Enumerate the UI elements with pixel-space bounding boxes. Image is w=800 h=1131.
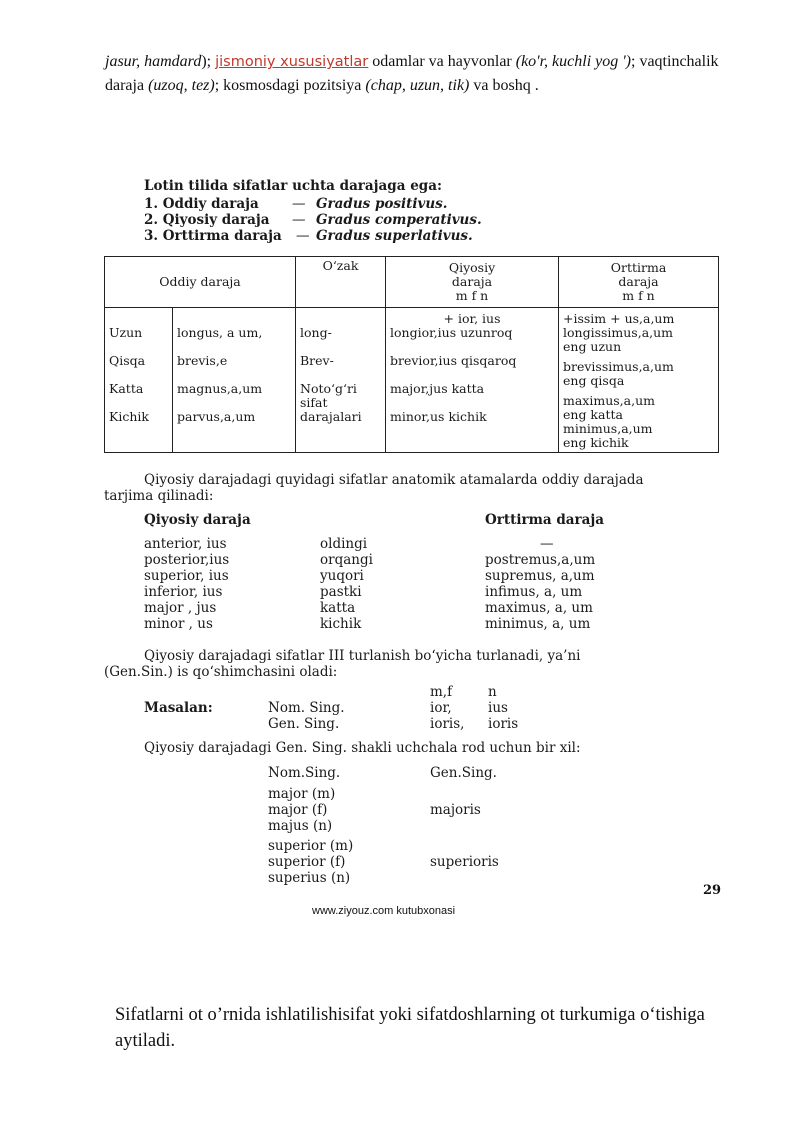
list-heading-comparative: Qiyosiy daraja [144,512,251,528]
superlative-column: +issim + us,a,um longissimus,a,um eng uzun brevissimus,a,um eng qisqa maximus,a,um eng katta minimus,a,um eng kichik [559,308,719,453]
list-item: maximus, a, um [485,600,593,616]
source-footer: www.ziyouz.com kutubxonasi [312,905,456,917]
list-item: major (m) [268,786,336,802]
list-item: majus (n) [268,818,333,834]
list-item: superius (n) [268,870,351,886]
comparative-column: + ior, ius longior,ius uzunroq brevior,ius qisqaroq major,jus katta minor,us kichik [386,308,559,453]
scanned-textbook-page [100,178,725,923]
example-n-label: n [488,684,497,700]
stem-column: long- Brev- Noto‘g‘ri sifat darajalari [296,308,386,453]
paragraph-1-line-1: Qiyosiy darajadagi quyidagi sifatlar anatomik atamalarda oddiy darajada [144,472,644,488]
list-item: posterior,ius [144,552,230,568]
list-item: postremus,a,um [485,552,596,568]
degree-3-dash: — [296,228,310,244]
paragraph-1-line-2: tarjima qilinadi: [104,488,214,504]
intro-examples-1: jasur, hamdard [105,53,202,70]
degree-1-dash: — [292,196,306,212]
page-number: 29 [703,883,722,898]
example-label: Masalan: [144,700,213,716]
paragraph-3: Qiyosiy darajadagi Gen. Sing. shakli uchchala rod uchun bir xil: [144,740,581,756]
group-major [268,786,335,834]
list-item: anterior, ius [144,536,227,552]
degree-1-label: 1. Oddiy daraja [144,196,259,212]
degree-3-latin: Gradus superlativus. [316,228,473,244]
example-ius: ius [488,700,508,716]
list-item: orqangi [320,552,373,568]
degree-3-label: 3. Orttirma daraja [144,228,282,244]
closing-paragraph: Sifatlarni ot o’rnida ishlatilishisifat yoki sifatdoshlarning ot turkumiga o‘tishiga aytiladi. [115,1005,705,1051]
header-oddiy: Oddiy daraja [105,257,296,308]
physical-properties-link[interactable]: jismoniy xususiyatlar [215,54,369,70]
list-uzbek-meaning [320,536,373,632]
header-qiyosiy: Qiyosiy daraja m f n [386,257,559,308]
intro-text-3: odamlar va hayvonlar [368,53,516,70]
degrees-table-header [105,257,719,308]
example-ioris: ioris, [430,716,465,732]
list-item: minimus, a, um [485,616,591,632]
list-item: supremus, a,um [485,568,595,584]
list-item: major , jus [144,600,217,616]
list-item: minor , us [144,616,213,632]
example-ioris-n: ioris [488,716,519,732]
example-mf-label: m,f [430,684,453,700]
degree-2-dash: — [292,212,306,228]
degrees-table [104,256,719,453]
list-item: oldingi [320,536,368,552]
group-superior-gen: superioris [430,854,499,870]
list-item: infimus, a, um [485,584,583,600]
list-item: yuqori [320,568,364,584]
example-ior: ior, [430,700,452,716]
intro-text-7: ; kosmosdagi pozitsiya [214,77,366,94]
header-ozak: O‘zak [296,257,386,308]
gen-sing-header: Gen.Sing. [430,765,497,781]
list-item: superior (m) [268,838,354,854]
list-item: katta [320,600,356,616]
degree-1-latin: Gradus positivus. [316,196,448,212]
intro-examples-4: (ko'r, kuchli yog ') [515,53,631,70]
intro-paragraph [105,50,745,98]
list-latin-comparative [144,536,229,632]
list-latin-superlative [485,536,595,632]
english-words-column: Uzun Qisqa Katta Kichik [105,308,173,453]
intro-examples-6: (uzoq, tez) [148,77,215,94]
degree-2-latin: Gradus comperativus. [316,212,482,228]
intro-text-9: va boshq . [469,77,539,94]
degrees-table-body [105,308,719,453]
paragraph-2-line-1: Qiyosiy darajadagi sifatlar III turlanish bo‘yicha turlanadi, ya’ni [144,648,581,664]
list-item: kichik [320,616,362,632]
degree-2-label: 2. Qiyosiy daraja [144,212,270,228]
list-item: major (f) [268,802,328,818]
degrees-heading: Lotin tilida sifatlar uchta darajaga ega: [144,178,442,194]
header-orttirma: Orttirma daraja m f n [559,257,719,308]
intro-text-2: ); [201,53,216,70]
list-heading-superlative: Orttirma daraja [485,512,604,528]
paragraph-2-line-2: (Gen.Sin.) is qo‘shimchasini oladi: [104,664,338,680]
nom-sing-header: Nom.Sing. [268,765,341,781]
list-item: pastki [320,584,362,600]
example-gen-sing: Gen. Sing. [268,716,340,732]
intro-text-5: ; vaqtinchalik daraja [105,53,719,94]
list-item: superior (f) [268,854,346,870]
positive-forms-column: longus, a um, brevis,e magnus,a,um parvus,a,um [173,308,296,453]
group-major-gen: majoris [430,802,481,818]
list-item: superior, ius [144,568,229,584]
list-item: — [540,536,554,552]
list-item: inferior, ius [144,584,223,600]
group-superior [268,838,353,886]
intro-examples-8: (chap, uzun, tik) [365,77,470,94]
example-nom-sing: Nom. Sing. [268,700,345,716]
